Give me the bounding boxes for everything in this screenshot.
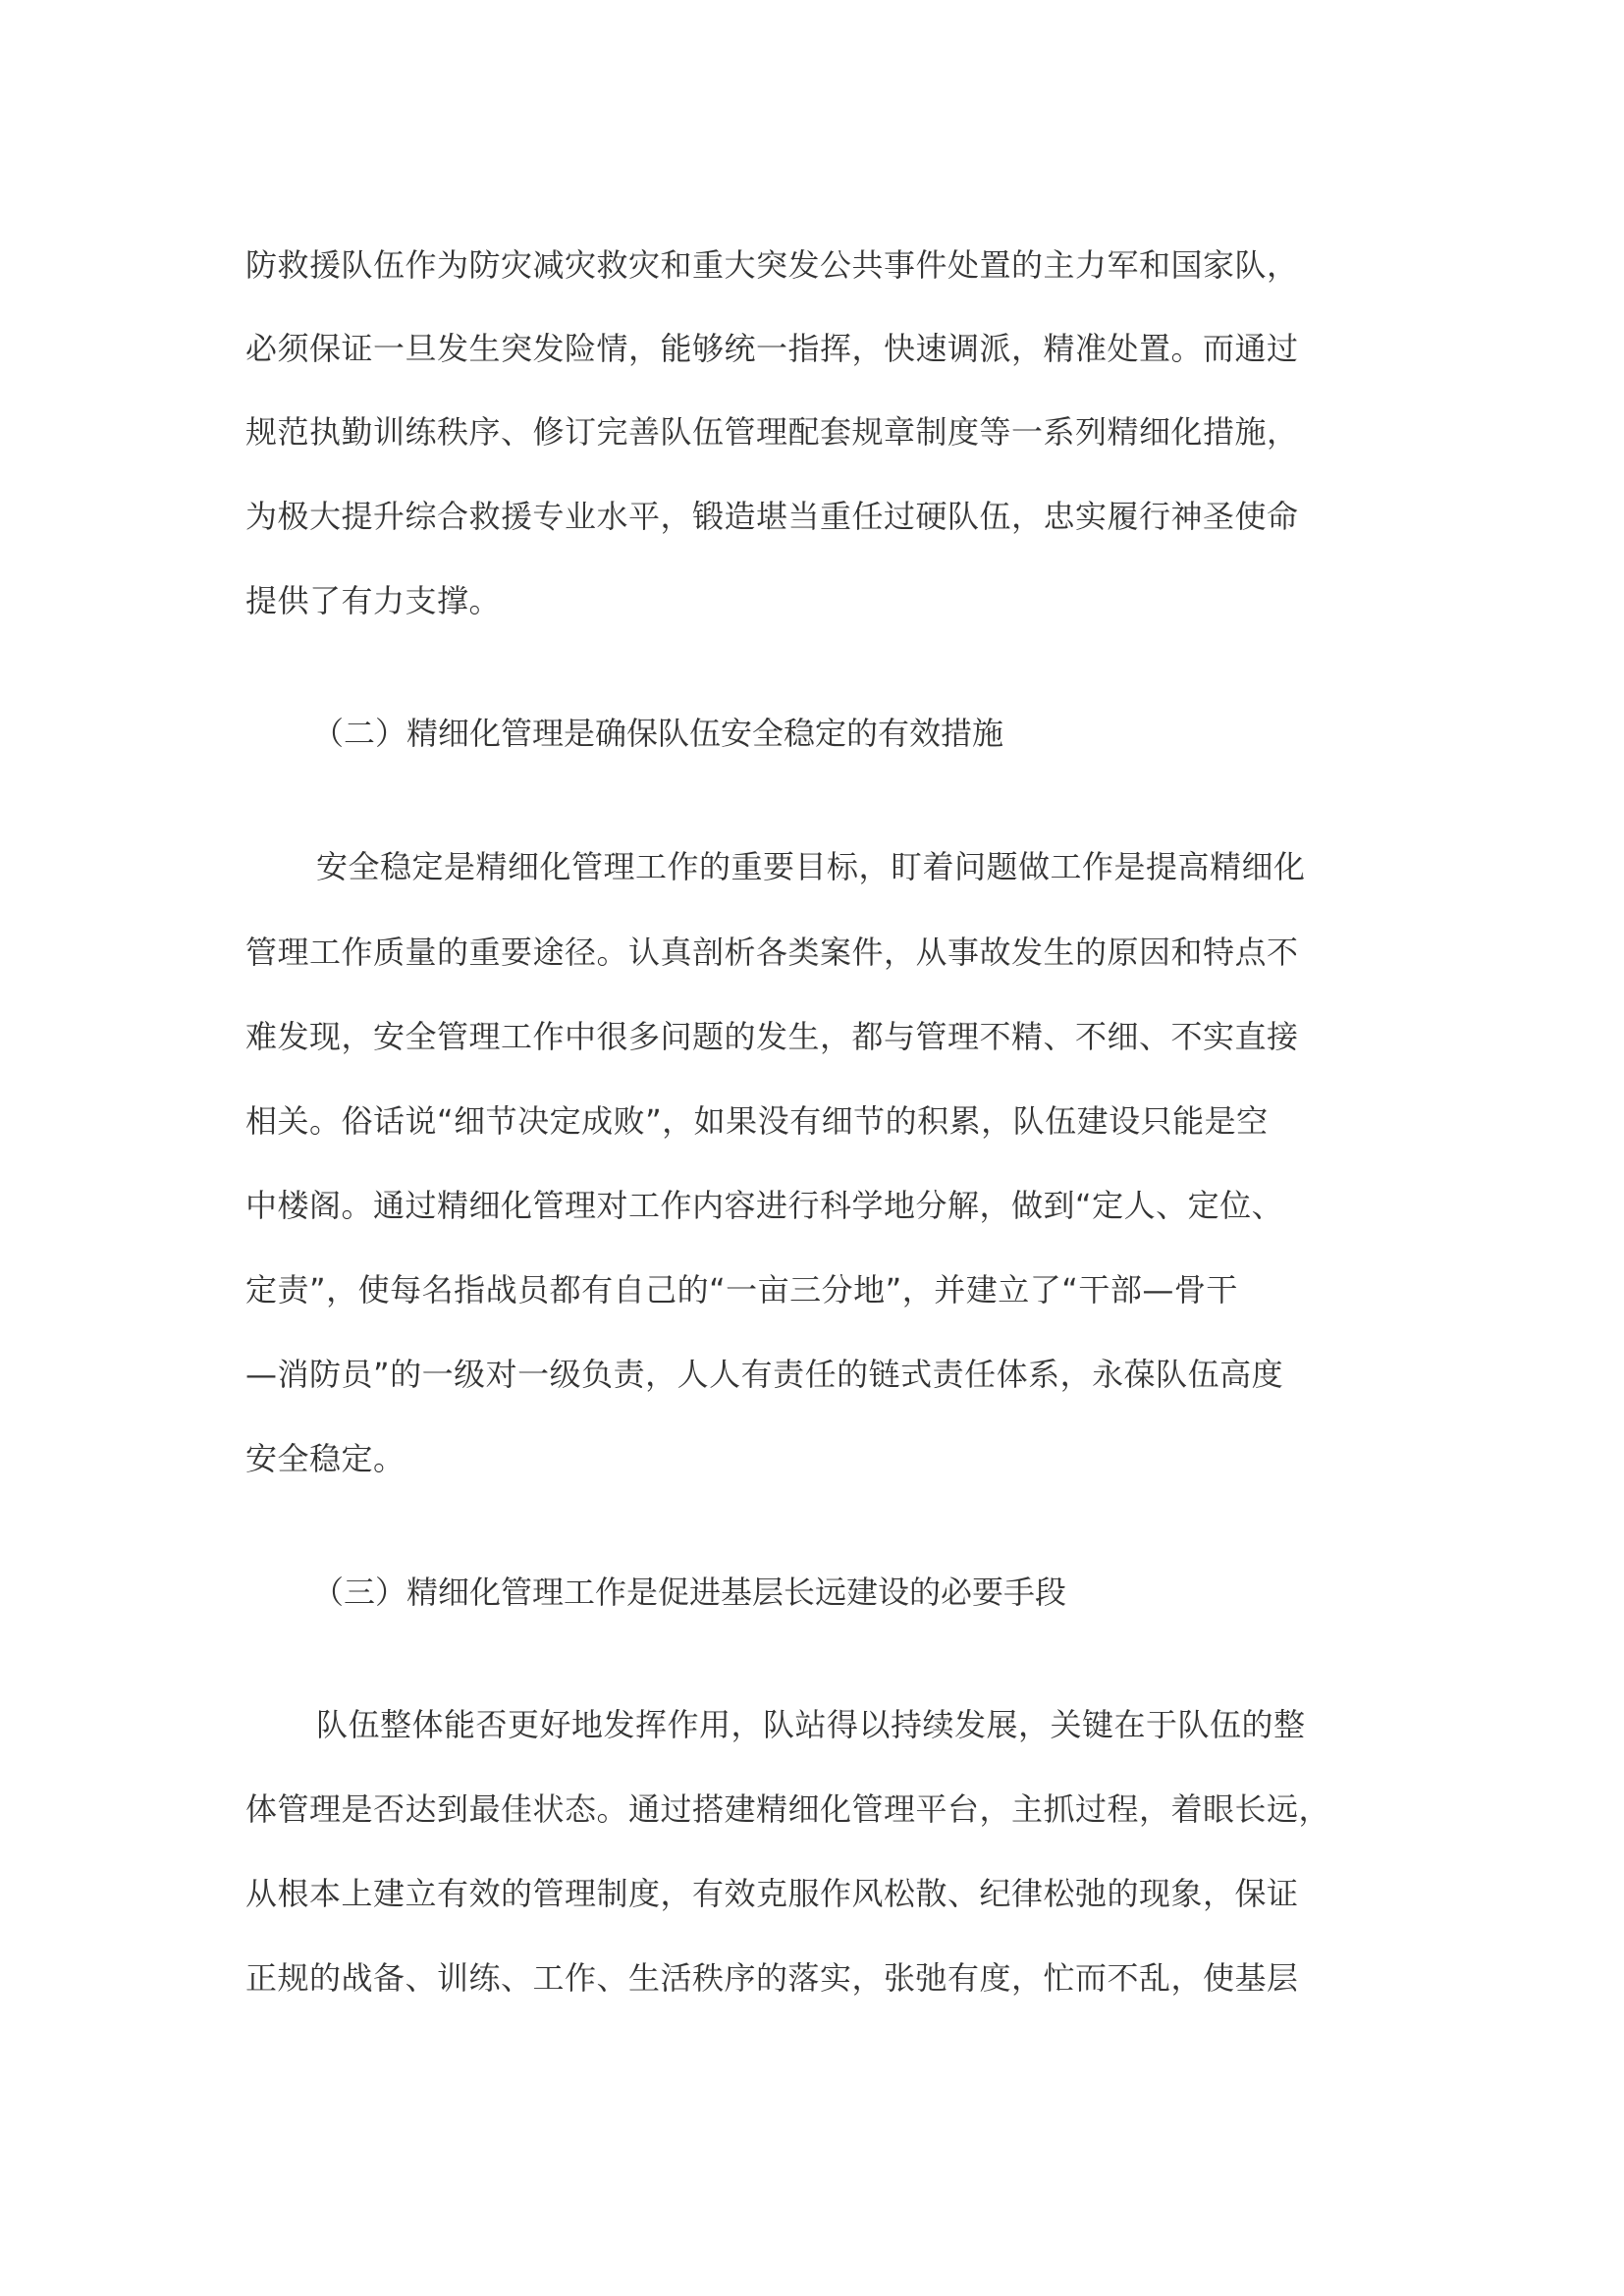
paragraph-line: 必须保证一旦发生突发险情，能够统一指挥，快速调派，精准处置。而通过 bbox=[245, 330, 1299, 367]
paragraph-line: 防救援队伍作为防灾减灾救灾和重大突发公共事件处置的主力军和国家队， bbox=[245, 246, 1299, 284]
paragraph-line: 难发现，安全管理工作中很多问题的发生，都与管理不精、不细、不实直接 bbox=[245, 1018, 1299, 1055]
paragraph-line: 为极大提升综合救援专业水平，锻造堪当重任过硬队伍，忠实履行神圣使命 bbox=[245, 498, 1299, 535]
paragraph-line: 体管理是否达到最佳状态。通过搭建精细化管理平台，主抓过程，着眼长远， bbox=[245, 1790, 1331, 1828]
paragraph-line: 规范执勤训练秩序、修订完善队伍管理配套规章制度等一系列精细化措施， bbox=[245, 413, 1299, 451]
paragraph-line: 提供了有力支撑。 bbox=[245, 582, 502, 619]
paragraph-line: 队伍整体能否更好地发挥作用，队站得以持续发展，关键在于队伍的整 bbox=[316, 1706, 1306, 1743]
paragraph-line: 中楼阁。通过精细化管理对工作内容进行科学地分解，做到“定人、定位、 bbox=[245, 1187, 1284, 1224]
paragraph-line: —消防员”的一级对一级负责，人人有责任的链式责任体系，永葆队伍高度 bbox=[245, 1356, 1284, 1393]
paragraph-line: 安全稳定是精细化管理工作的重要目标，盯着问题做工作是提高精细化 bbox=[316, 848, 1306, 885]
section-heading-2: （二）精细化管理是确保队伍安全稳定的有效措施 bbox=[312, 715, 1004, 752]
paragraph-line: 相关。俗话说“细节决定成败”，如果没有细节的积累，队伍建设只能是空 bbox=[245, 1102, 1269, 1140]
paragraph-line: 正规的战备、训练、工作、生活秩序的落实，张弛有度，忙而不乱，使基层 bbox=[245, 1959, 1299, 1997]
paragraph-line: 安全稳定。 bbox=[245, 1440, 406, 1477]
paragraph-line: 从根本上建立有效的管理制度，有效克服作风松散、纪律松弛的现象，保证 bbox=[245, 1875, 1299, 1912]
section-heading-3: （三）精细化管理工作是促进基层长远建设的必要手段 bbox=[312, 1574, 1067, 1611]
paragraph-line: 定责”，使每名指战员都有自己的“一亩三分地”，并建立了“干部—骨干 bbox=[245, 1271, 1238, 1308]
paragraph-line: 管理工作质量的重要途径。认真剖析各类案件，从事故发生的原因和特点不 bbox=[245, 934, 1299, 971]
